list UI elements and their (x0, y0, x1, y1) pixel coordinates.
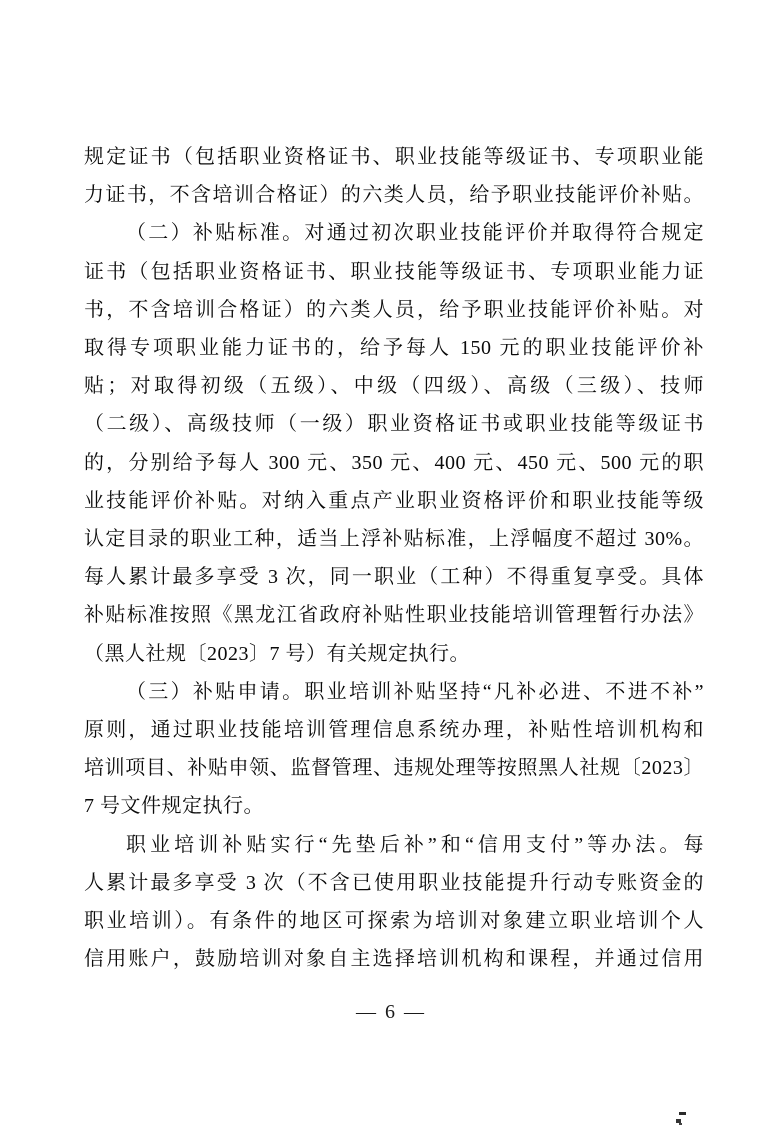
body-line: 原则，通过职业技能培训管理信息系统办理，补贴性培训机构和 (84, 719, 704, 742)
body-line: 的，分别给予每人 300 元、350 元、400 元、450 元、500 元的职 (84, 451, 704, 474)
body-line: 规定证书（包括职业资格证书、职业技能等级证书、专项职业能 (84, 146, 704, 168)
body-line: （黑人社规〔2023〕7 号）有关规定执行。 (84, 642, 470, 665)
page-number: — 6 — (356, 1001, 426, 1023)
body-line: 书，不含培训合格证）的六类人员，给予职业技能评价补贴。对 (84, 298, 704, 321)
body-line: 贴；对取得初级（五级）、中级（四级）、高级（三级）、技师 (84, 375, 704, 398)
body-line: 培训项目、补贴申领、监督管理、违规处理等按照黑人社规〔2023〕 (84, 757, 704, 780)
body-line: （二）补贴标准。对通过初次职业技能评价并取得符合规定 (126, 222, 704, 245)
body-line: 认定目录的职业工种，适当上浮补贴标准，上浮幅度不超过 30%。 (84, 528, 704, 551)
body-line: （三）补贴申请。职业培训补贴坚持“凡补必进、不进不补” (126, 680, 704, 703)
body-line: 职业培训）。有条件的地区可探索为培训对象建立职业培训个人 (84, 910, 704, 933)
body-line: 每人累计最多享受 3 次，同一职业（工种）不得重复享受。具体 (84, 566, 704, 589)
body-line: 业技能评价补贴。对纳入重点产业职业资格评价和职业技能等级 (84, 489, 704, 512)
body-line: 取得专项职业能力证书的，给予每人 150 元的职业技能评价补 (84, 337, 704, 360)
body-line: 人累计最多享受 3 次（不含已使用职业技能提升行动专账资金的 (84, 871, 704, 894)
body-line: 信用账户，鼓励培训对象自主选择培训机构和课程，并通过信用 (84, 948, 704, 971)
scan-artifact (676, 1112, 688, 1126)
body-line: 证书（包括职业资格证书、职业技能等级证书、专项职业能力证 (84, 260, 704, 283)
body-line: （二级）、高级技师（一级）职业资格证书或职业技能等级证书 (84, 413, 704, 436)
document-body (84, 138, 704, 978)
body-line: 补贴标准按照《黑龙江省政府补贴性职业技能培训管理暂行办法》 (84, 604, 704, 627)
body-line: 7 号文件规定执行。 (84, 795, 264, 818)
body-line: 职业培训补贴实行“先垫后补”和“信用支付”等办法。每 (126, 833, 704, 856)
body-line: 力证书，不含培训合格证）的六类人员，给予职业技能评价补贴。 (84, 184, 704, 207)
